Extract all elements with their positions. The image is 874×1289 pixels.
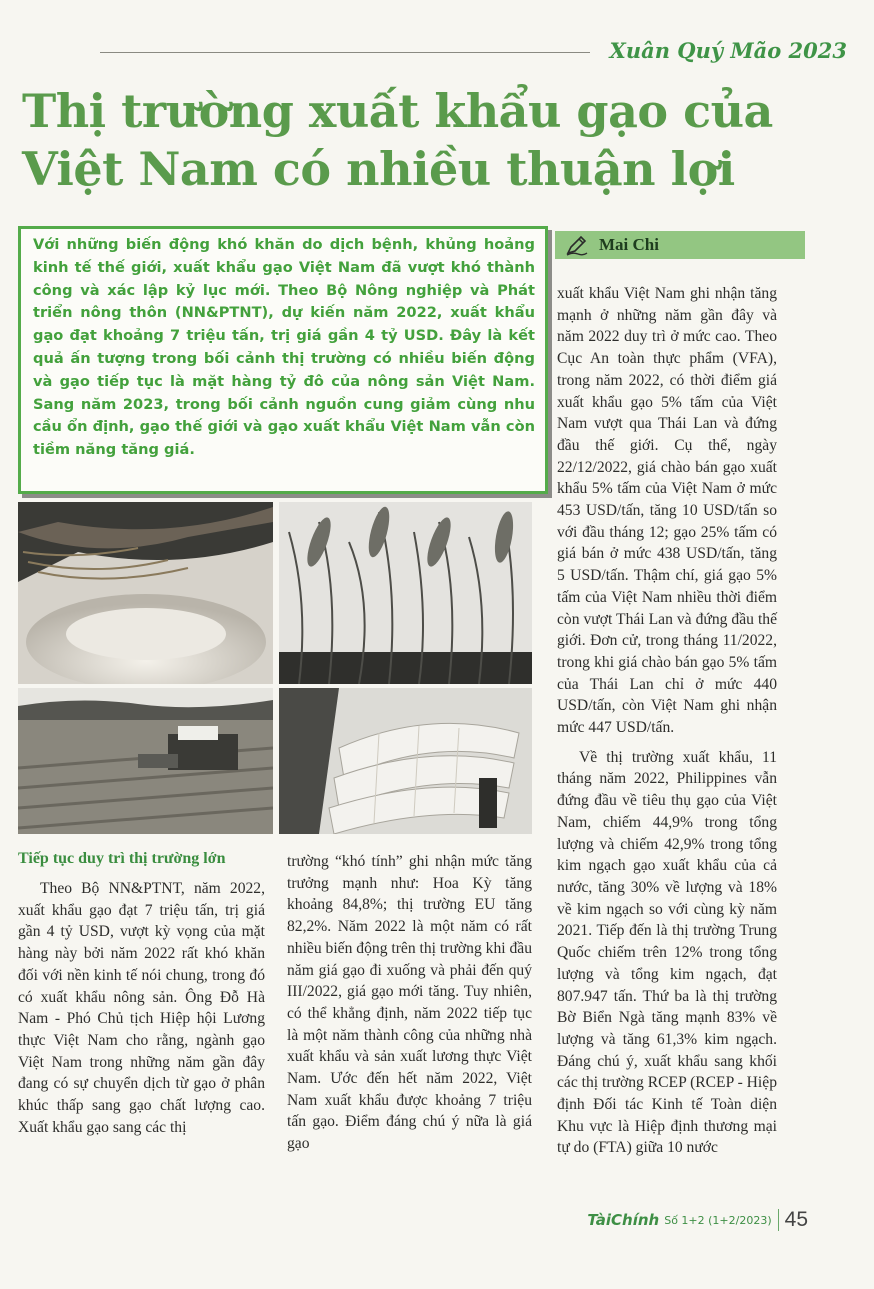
page-number: 45 — [784, 1208, 808, 1231]
lead-box — [18, 226, 548, 494]
section-subhead: Tiếp tục duy trì thị trường lớn — [18, 850, 226, 867]
article-headline: Thị trường xuất khẩu gạo của Việt Nam có nhiều thuận lợi — [22, 84, 773, 196]
photo-harvester — [18, 688, 273, 834]
body-paragraph: Về thị trường xuất khẩu, 11 tháng năm 2022, Philippines vẫn đứng đầu về tiêu thụ gạo của Việt Nam, chiếm 44,9% trong tổng lượng và chiếm 42,9% trong tổng kim ngạch gạo xuất khẩu của cả nước, tăng 30% về lượng và 18% về kim ngạch so với cùng kỳ năm 2021. Tiếp đến là thị trường Trung Quốc chiếm trên 12% trong tổng lượng và tổng kim ngạch, đạt 807.947 tấn. Thứ ba là thị trường Bờ Biển Ngà tăng mạnh 83% về lượng và tăng 61,3% kim ngạch. Đáng chú ý, xuất khẩu sang khối các thị trường RCEP (RCEP - Hiệp định Đối tác Kinh tế Toàn diện Khu vực là Hiệp định thương mại tự do (FTA) giữa 10 nước — [557, 748, 777, 1157]
author-name: Mai Chi — [599, 235, 659, 254]
body-column-left — [18, 878, 265, 1138]
pen-icon — [565, 233, 589, 257]
lead-paragraph: Với những biến động khó khăn do dịch bệnh, khủng hoảng kinh tế thế giới, xuất khẩu gạo Việt Nam đã vượt khó thành công và xác lập kỷ lục mới. Theo Bộ Nông nghiệp và Phát triển nông thôn (NN&PTNT), dự kiến năm 2022, xuất khẩu gạo đạt khoảng 7 triệu tấn, trị giá gần 4 tỷ USD. Đây là kết quả ấn tượng trong bối cảnh thị trường có nhiều biến động và gạo tiếp tục là mặt hàng tỷ đô của nông sản Việt Nam. Sang năm 2023, trong bối cảnh nguồn cung giảm cùng nhu cầu ổn định, gạo thế giới và gạo xuất khẩu Việt Nam vẫn còn tiềm năng tăng giá. — [33, 236, 535, 459]
photo-rice-field — [279, 502, 532, 684]
magazine-brand: TàiChính — [587, 1211, 660, 1229]
photo-rice-sacks — [279, 688, 532, 834]
issue-number: Số 1+2 (1+2/2023) — [664, 1213, 772, 1227]
page-footer — [578, 1206, 808, 1234]
body-column-right — [557, 283, 777, 1159]
body-column-middle — [287, 851, 532, 1155]
issue-tag: Xuân Quý Mão 2023 — [609, 38, 847, 63]
photo-rice-grains — [18, 502, 273, 684]
body-paragraph: xuất khẩu Việt Nam ghi nhận tăng mạnh ở những năm gần đây và năm 2022 duy trì ở mức cao. Theo Cục An toàn thực phẩm (VFA), trong năm 2022, có thời điểm giá xuất khẩu gạo 5% tấm của Việt Nam vượt qua Thái Lan và đứng đầu thế giới. Cụ thể, ngày 22/12/2022, giá chào bán gạo xuất khẩu 5% tấm của Việt Nam ở mức 453 USD/tấn, tăng 10 USD/tấn so với đầu tháng 12; gạo 25% tấm có giá bán ở mức 438 USD/tấn, tăng 5 USD/tấn. Thậm chí, giá gạo 5% tấm của Việt Nam nhiều thời điểm còn vượt Thái Lan và đứng đầu thế giới. Đơn cử, trong tháng 11/2022, trong khi giá chào bán gạo 5% tấm của Thái Lan chỉ ở mức 440 USD/tấn, còn Việt Nam ghi nhận mức 447 USD/tấn. — [557, 285, 777, 737]
body-paragraph: Theo Bộ NN&PTNT, năm 2022, xuất khẩu gạo đạt 7 triệu tấn, trị giá gần 4 tỷ USD, vượt kỳ vọng của mặt hàng này bởi năm 2022 rất khó khăn đối với nền kinh tế nói chung, trong đó có xuất khẩu nông sản. Ông Đỗ Hà Nam - Phó Chủ tịch Hiệp hội Lương thực Việt Nam cho rằng, ngành gạo Việt Nam trong những năm gần đây đang có sự chuyển dịch từ gạo ở phân khúc thấp sang gạo chất lượng cao. Xuất khẩu gạo sang các thị — [18, 880, 265, 1136]
header-rule — [100, 52, 590, 53]
footer-divider — [778, 1209, 779, 1231]
body-paragraph: trường “khó tính” ghi nhận mức tăng trưởng mạnh như: Hoa Kỳ tăng khoảng 84,8%; thị trường EU tăng 82,2%. Năm 2022 là một năm có rất nhiều biến động trên thị trường khi đầu năm giá gạo đi xuống và phải đến quý III/2022, giá gạo mới tăng. Tuy nhiên, có thể khẳng định, năm 2022 tiếp tục là một năm thành công của những nhà xuất khẩu và sản xuất lương thực Việt Nam. Ước đến hết năm 2022, Việt Nam xuất khẩu được khoảng 7 triệu tấn gạo. Điểm đáng chú ý nữa là giá gạo — [287, 853, 532, 1153]
author-bar — [555, 231, 805, 259]
